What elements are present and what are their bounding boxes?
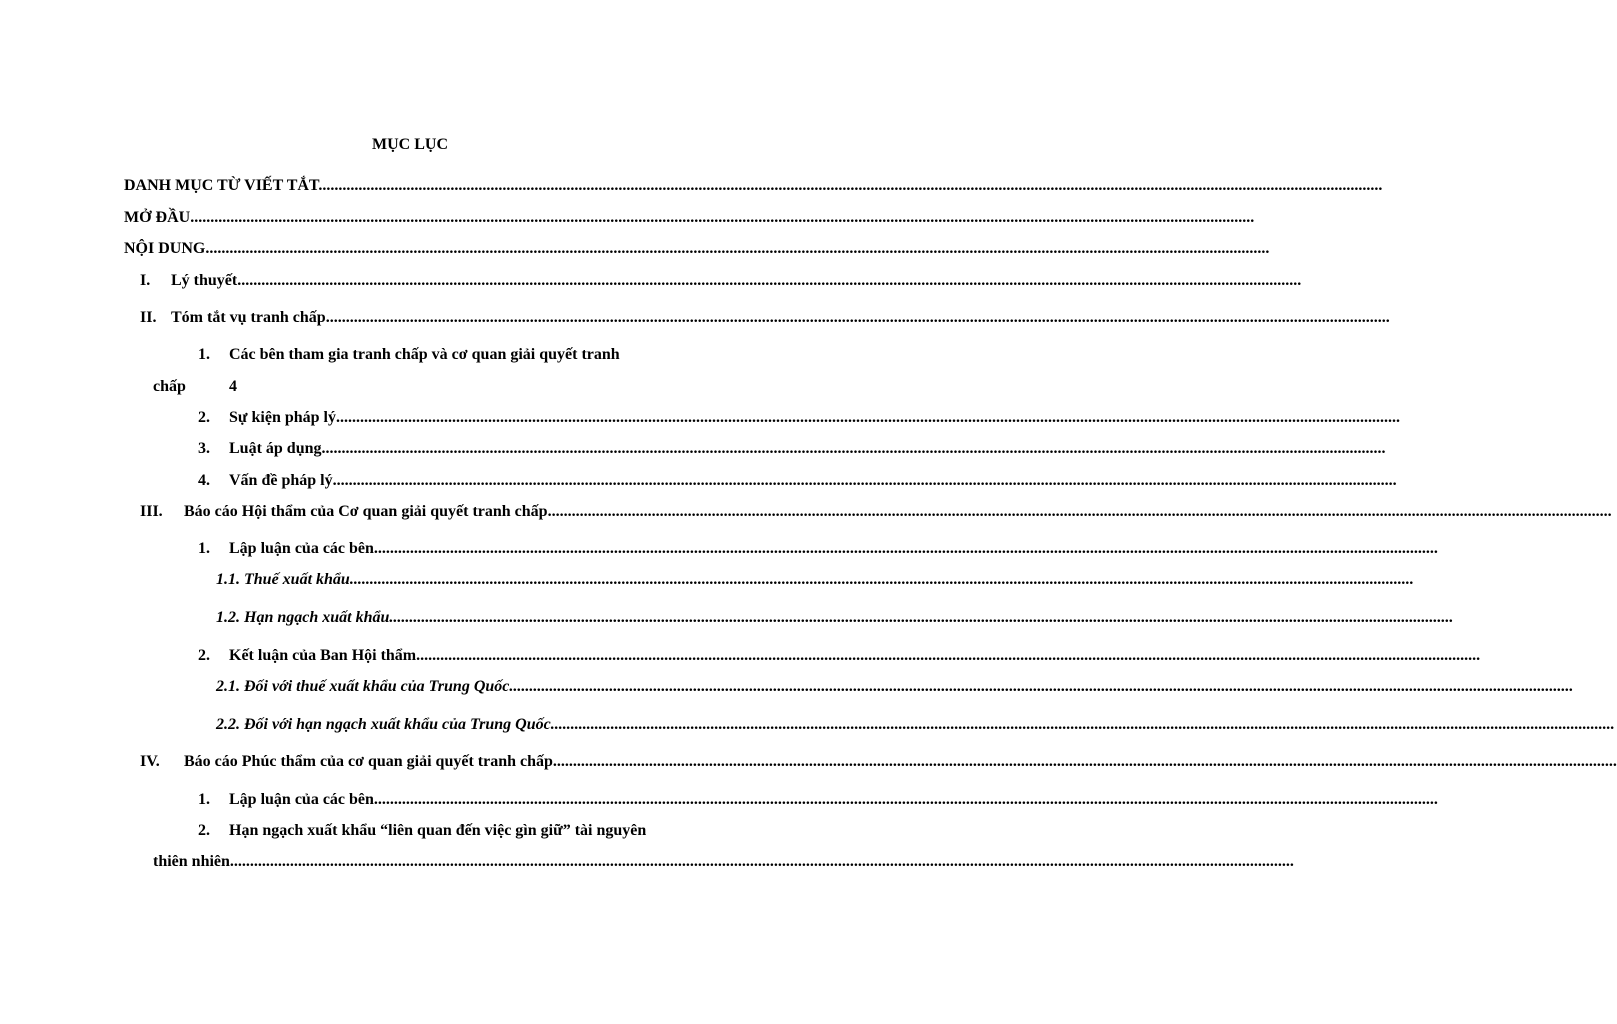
toc-leader-dots: .......................................................................................................................................................................................................................................................................... xyxy=(229,853,1294,870)
toc-entry-label: Lập luận của các bên xyxy=(229,540,374,557)
toc-entry-dispute-summary[interactable] xyxy=(171,308,1390,328)
toc-leader-dots: .......................................................................................................................................................................................................................................................................... xyxy=(349,571,1414,588)
toc-entry-appellate-arguments[interactable] xyxy=(229,790,1438,810)
toc-entry-label: 1.2. Hạn ngạch xuất khẩu xyxy=(216,609,390,626)
toc-leader-dots: .......................................................................................................................................................................................................................................................................... xyxy=(552,753,1617,770)
toc-entry-label: NỘI DUNG xyxy=(124,240,206,257)
toc-subsection-number: 1. xyxy=(198,346,210,363)
toc-leader-dots: .......................................................................................................................................................................................................................................................................... xyxy=(318,177,1383,194)
toc-entry-label: Luật áp dụng xyxy=(229,440,322,457)
toc-entry-label: Tóm tắt vụ tranh chấp xyxy=(171,309,326,326)
toc-entry-china-export-duties[interactable] xyxy=(216,677,1574,697)
toc-leader-dots: .......................................................................................................................................................................................................................................................................... xyxy=(325,309,1390,326)
toc-entry-export-quotas[interactable] xyxy=(216,608,1454,628)
toc-entry-china-export-quotas[interactable] xyxy=(216,715,1615,735)
toc-entry-conservation-quotas-continued[interactable] xyxy=(153,852,1294,872)
toc-subsection-number: 2. xyxy=(198,822,210,839)
toc-entry-panel-conclusions[interactable] xyxy=(229,646,1481,666)
toc-leader-dots: .......................................................................................................................................................................................................................................................................... xyxy=(205,240,1270,257)
toc-leader-dots: .......................................................................................................................................................................................................................................................................... xyxy=(389,609,1454,626)
toc-section-number: IV. xyxy=(140,753,160,770)
toc-entry-content[interactable] xyxy=(124,239,1270,259)
toc-subsection-number: 2. xyxy=(198,647,210,664)
toc-entry-label: Lý thuyết xyxy=(171,272,238,289)
toc-entry-label: thiên nhiên xyxy=(153,853,230,870)
toc-leader-dots: .......................................................................................................................................................................................................................................................................... xyxy=(416,647,1481,664)
toc-entry-legal-facts[interactable] xyxy=(229,408,1400,428)
toc-entry-export-duties[interactable] xyxy=(216,570,1414,590)
toc-entry-label: Báo cáo Phúc thẩm của cơ quan giải quyết tranh chấp xyxy=(184,753,553,770)
toc-entry-label: Sự kiện pháp lý xyxy=(229,409,336,426)
toc-entry-applicable-law[interactable] xyxy=(229,439,1386,459)
toc-leader-dots: .......................................................................................................................................................................................................................................................................... xyxy=(547,503,1612,520)
toc-entry-label: Kết luận của Ban Hội thẩm xyxy=(229,647,417,664)
toc-leader-dots: .......................................................................................................................................................................................................................................................................... xyxy=(335,409,1400,426)
toc-entry-label: 2.2. Đối với hạn ngạch xuất khẩu của Trung Quốc xyxy=(216,716,551,733)
toc-leader-dots: .......................................................................................................................................................................................................................................................................... xyxy=(321,440,1386,457)
toc-entry-panel-report[interactable] xyxy=(184,502,1612,522)
toc-section-number: II. xyxy=(140,309,157,326)
toc-subsection-number: 4. xyxy=(198,472,210,489)
toc-entry-label: Lập luận của các bên xyxy=(229,791,374,808)
toc-entry-introduction[interactable] xyxy=(124,208,1255,228)
toc-leader-dots: .......................................................................................................................................................................................................................................................................... xyxy=(237,272,1302,289)
toc-entry-theory[interactable] xyxy=(171,271,1302,291)
toc-entry-parties-continued: chấp xyxy=(153,378,186,395)
toc-subsection-number: 1. xyxy=(198,540,210,557)
toc-leader-dots: .......................................................................................................................................................................................................................................................................... xyxy=(373,791,1438,808)
toc-entry-label: Vấn đề pháp lý xyxy=(229,472,333,489)
toc-leader-dots: .......................................................................................................................................................................................................................................................................... xyxy=(332,472,1397,489)
toc-entry-label: MỞ ĐẦU xyxy=(124,209,191,226)
toc-subsection-number: 2. xyxy=(198,409,210,426)
toc-entry-conservation-quotas[interactable]: Hạn ngạch xuất khẩu “liên quan đến việc gìn giữ” tài nguyên xyxy=(229,822,647,839)
toc-entry-label: 2.1. Đối với thuế xuất khẩu của Trung Quốc xyxy=(216,678,510,695)
toc-subsection-number: 3. xyxy=(198,440,210,457)
toc-leader-dots: .......................................................................................................................................................................................................................................................................... xyxy=(509,678,1574,695)
toc-section-number: I. xyxy=(140,272,151,289)
toc-leader-dots: .......................................................................................................................................................................................................................................................................... xyxy=(373,540,1438,557)
toc-title: MỤC LỤC xyxy=(372,136,448,153)
toc-leader-dots: .......................................................................................................................................................................................................................................................................... xyxy=(550,716,1615,733)
toc-entry-appellate-report[interactable] xyxy=(184,752,1617,772)
toc-entry-parties[interactable]: Các bên tham gia tranh chấp và cơ quan giải quyết tranh xyxy=(229,346,620,363)
toc-entry-parties-arguments[interactable] xyxy=(229,539,1438,559)
toc-page-number: 4 xyxy=(229,378,237,395)
toc-entry-legal-issues[interactable] xyxy=(229,471,1397,491)
toc-section-number: III. xyxy=(140,503,163,520)
toc-entry-label: Báo cáo Hội thẩm của Cơ quan giải quyết tranh chấp xyxy=(184,503,548,520)
toc-entry-abbreviations[interactable] xyxy=(124,176,1383,196)
toc-leader-dots: .......................................................................................................................................................................................................................................................................... xyxy=(190,209,1255,226)
toc-entry-label: 1.1. Thuế xuất khẩu xyxy=(216,571,350,588)
toc-subsection-number: 1. xyxy=(198,791,210,808)
toc-entry-label: DANH MỤC TỪ VIẾT TẮT xyxy=(124,177,319,194)
